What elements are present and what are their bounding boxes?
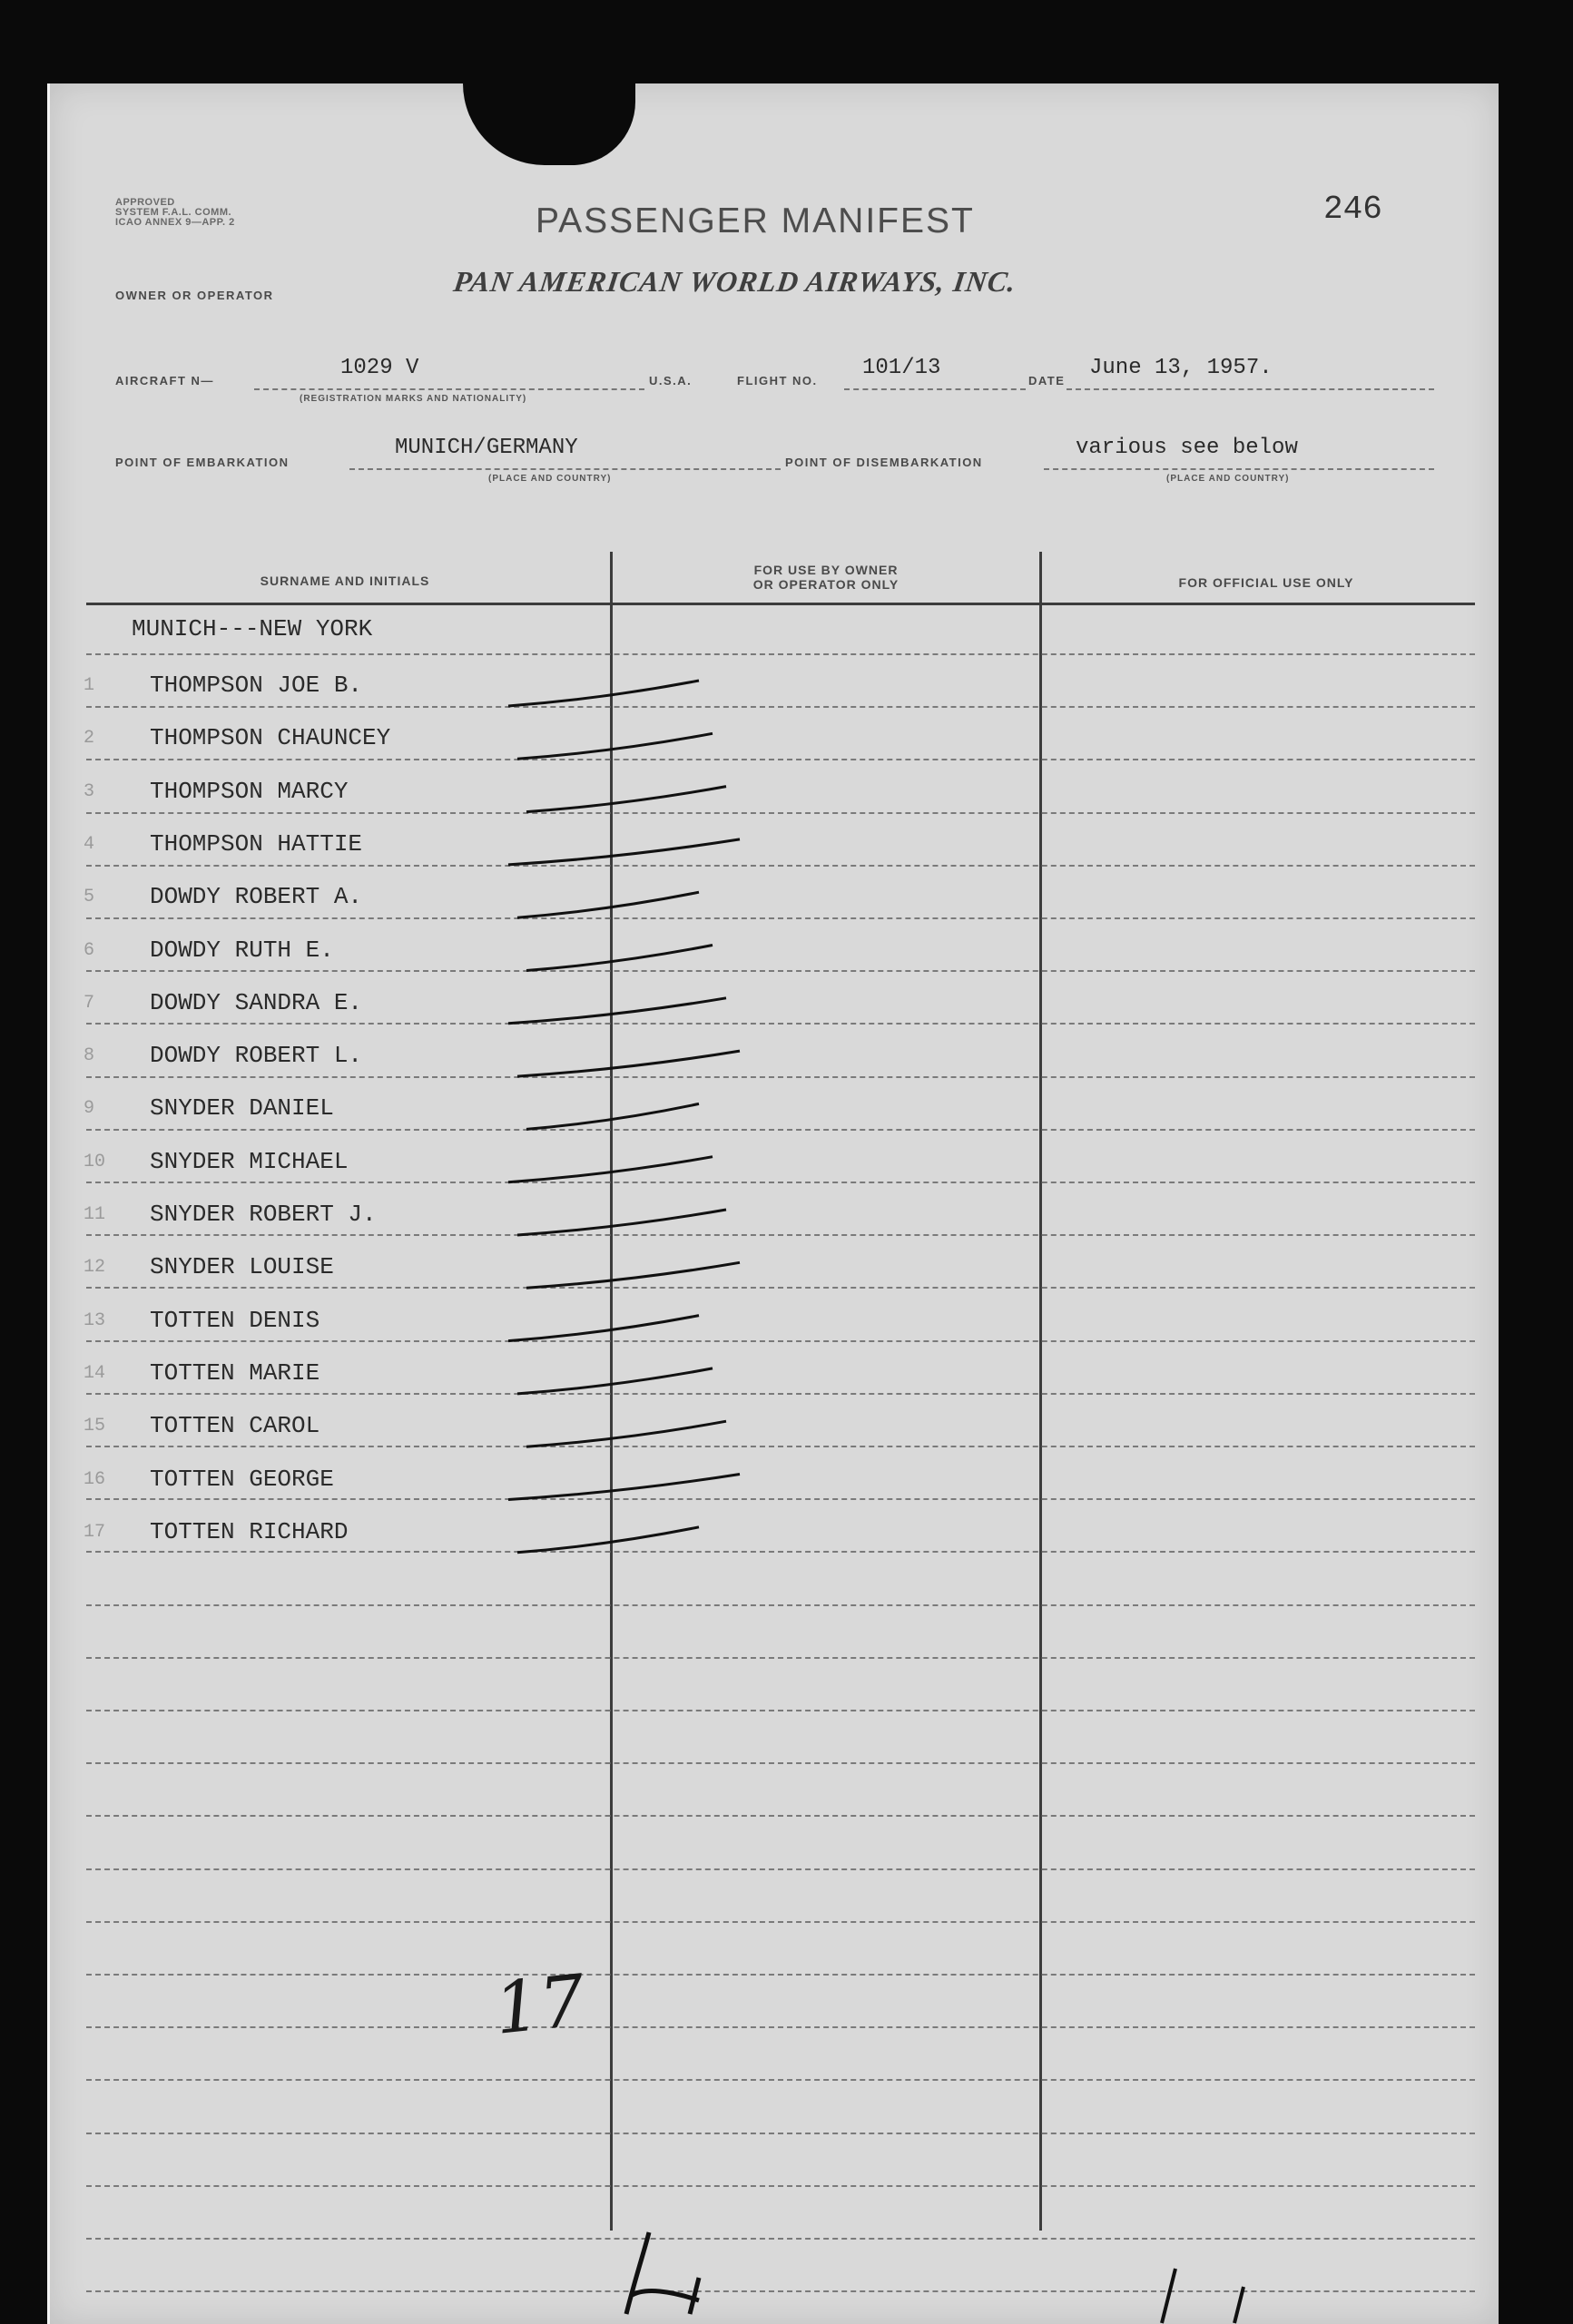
disembarkation-caption: (PLACE AND COUNTRY) xyxy=(1166,474,1290,484)
route-line: MUNICH---NEW YORK xyxy=(132,615,373,642)
passenger-number: 15 xyxy=(84,1416,106,1437)
passenger-name: TOTTEN GEORGE xyxy=(150,1465,334,1493)
passenger-name: SNYDER MICHAEL xyxy=(150,1147,349,1175)
embarkation-caption: (PLACE AND COUNTRY) xyxy=(488,474,612,484)
check-mark xyxy=(517,1051,740,1076)
page-number: 246 xyxy=(1323,191,1382,228)
check-mark xyxy=(517,1210,726,1235)
owner-label: OWNER OR OPERATOR xyxy=(115,289,274,302)
approval-line: SYSTEM F.A.L. COMM. xyxy=(115,207,232,218)
passenger-name: SNYDER ROBERT J. xyxy=(150,1201,377,1228)
check-mark xyxy=(508,1157,713,1182)
signature-scribble xyxy=(545,2214,1362,2324)
handwritten-total: 17 xyxy=(490,1960,589,2051)
check-mark xyxy=(526,1262,740,1288)
passenger-number: 4 xyxy=(84,833,95,855)
check-mark xyxy=(508,1316,699,1341)
passenger-name: TOTTEN DENIS xyxy=(150,1306,320,1334)
passenger-name: DOWDY ROBERT L. xyxy=(150,1042,363,1070)
check-mark xyxy=(526,1421,726,1446)
passenger-name: DOWDY ROBERT A. xyxy=(150,883,363,911)
column-header-surname: SURNAME AND INITIALS xyxy=(260,574,430,588)
disembarkation-value: various see below xyxy=(1076,436,1298,460)
registration-caption: (REGISTRATION MARKS AND NATIONALITY) xyxy=(300,394,527,404)
page-title: PASSENGER MANIFEST xyxy=(536,201,975,240)
check-mark xyxy=(517,733,713,759)
check-mark xyxy=(526,1103,699,1129)
passenger-number: 13 xyxy=(84,1309,106,1331)
passenger-name: TOTTEN RICHARD xyxy=(150,1517,349,1545)
passenger-name: THOMPSON CHAUNCEY xyxy=(150,724,391,752)
passenger-name: THOMPSON JOE B. xyxy=(150,672,363,699)
passenger-name: SNYDER LOUISE xyxy=(150,1253,334,1281)
approval-line: APPROVED xyxy=(115,197,175,208)
passenger-number: 16 xyxy=(84,1468,106,1490)
date-value: June 13, 1957. xyxy=(1089,356,1273,380)
passenger-name: TOTTEN MARIE xyxy=(150,1358,320,1387)
check-mark xyxy=(526,946,713,971)
passenger-number: 1 xyxy=(84,675,95,696)
passenger-number: 8 xyxy=(84,1045,95,1067)
disembarkation-label: POINT OF DISEMBARKATION xyxy=(785,456,983,469)
passenger-name: TOTTEN CAROL xyxy=(150,1412,320,1440)
passenger-number: 14 xyxy=(84,1362,106,1384)
passenger-name: DOWDY SANDRA E. xyxy=(150,988,363,1016)
airline-name: PAN AMERICAN WORLD AIRWAYS, INC. xyxy=(451,265,1019,298)
passenger-number: 10 xyxy=(84,1151,106,1172)
passenger-name: DOWDY RUTH E. xyxy=(150,936,334,964)
owner-use-line: FOR USE BY OWNER xyxy=(753,563,899,577)
passenger-number: 3 xyxy=(84,780,95,802)
passenger-name: THOMPSON MARCY xyxy=(150,777,349,805)
usa-label: U.S.A. xyxy=(649,374,693,387)
embarkation-label: POINT OF EMBARKATION xyxy=(115,456,290,469)
check-mark xyxy=(508,839,740,865)
passenger-number: 11 xyxy=(84,1204,106,1225)
passenger-number: 12 xyxy=(84,1257,106,1279)
column-header-official-use: FOR OFFICIAL USE ONLY xyxy=(1178,575,1354,590)
passenger-number: 17 xyxy=(84,1521,106,1543)
check-mark xyxy=(517,1368,713,1394)
owner-use-line: OR OPERATOR ONLY xyxy=(752,577,900,592)
check-mark xyxy=(508,681,699,706)
aircraft-value: 1029 V xyxy=(340,356,419,380)
passenger-name: SNYDER DANIEL xyxy=(150,1094,334,1123)
flight-value: 101/13 xyxy=(862,356,941,380)
approval-line: ICAO ANNEX 9—APP. 2 xyxy=(115,217,235,228)
check-mark xyxy=(517,1527,699,1553)
passenger-number: 7 xyxy=(84,992,95,1014)
check-mark xyxy=(508,1475,740,1500)
passenger-number: 5 xyxy=(84,887,95,908)
check-mark xyxy=(517,892,699,917)
passenger-number: 6 xyxy=(84,939,95,961)
date-label: DATE xyxy=(1028,374,1066,387)
embarkation-value: MUNICH/GERMANY xyxy=(395,436,578,460)
passenger-number: 9 xyxy=(84,1098,95,1120)
passenger-number: 2 xyxy=(84,728,95,750)
check-mark xyxy=(526,787,726,812)
flight-label: FLIGHT NO. xyxy=(737,374,818,387)
passenger-name: THOMPSON HATTIE xyxy=(150,829,363,858)
aircraft-label: AIRCRAFT N— xyxy=(115,374,214,387)
check-mark xyxy=(508,998,726,1024)
